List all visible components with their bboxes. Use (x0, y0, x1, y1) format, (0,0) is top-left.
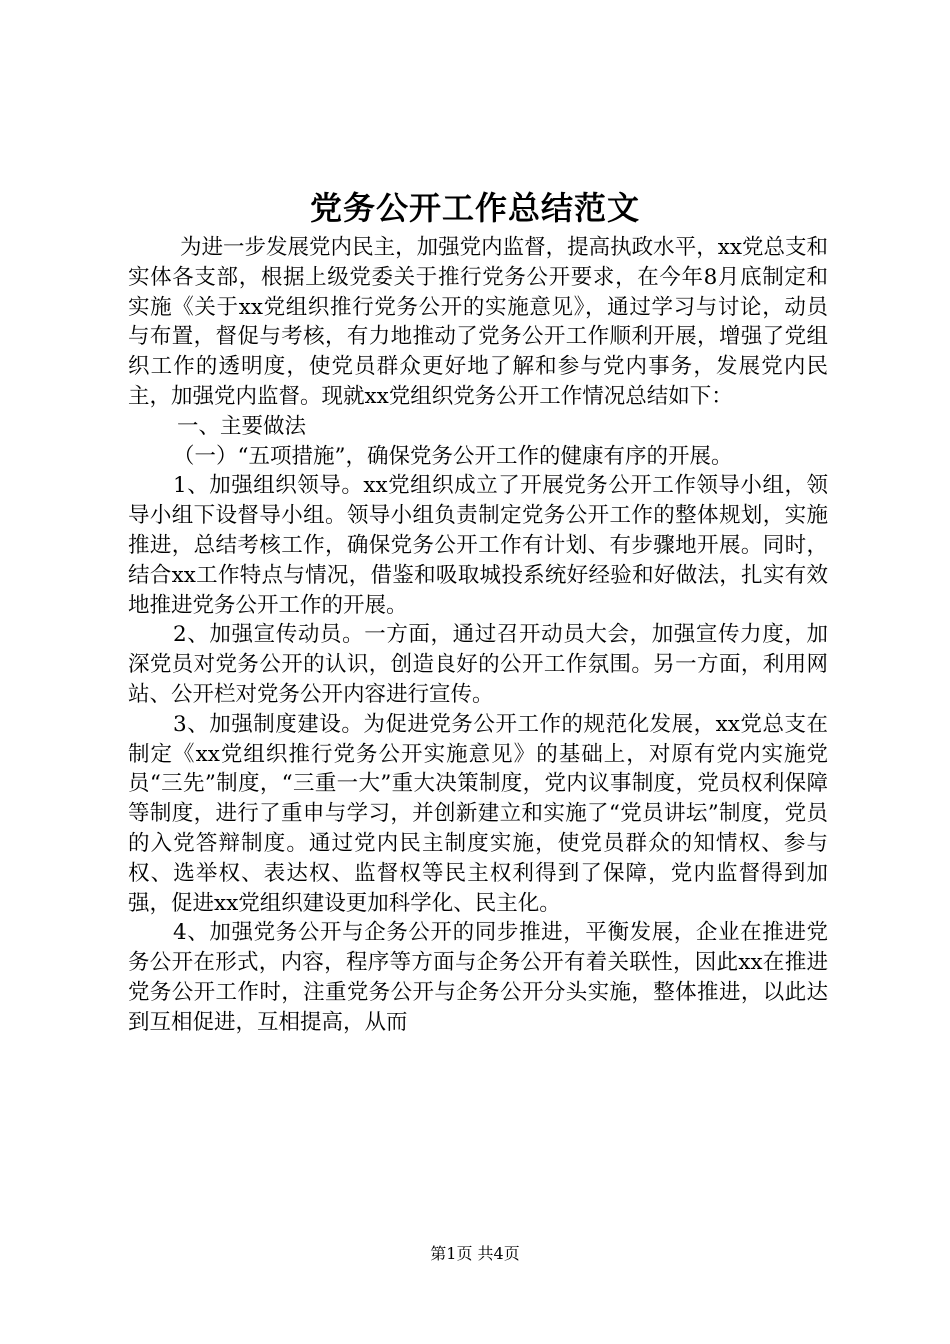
page-footer: 第1页 共4页 (430, 1244, 520, 1263)
intro-paragraph: 为进一步发展党内民主，加强党内监督，提高执政水平，xx党总支和实体各支部，根据上级党委关于推行党务公开要求，在今年8月底制定和实施《关于xx党组织推行党务公开的实施意见》，通过学习与讨论，动员与布置，督促与考核，有力地推动了党务公开工作顺利开展，增强了党组织工作的透明度，使党员群众更好地了解和参与党内事务，发展党内民主，加强党内监督。现就xx党组织党务公开工作情况总结如下： (128, 235, 828, 409)
subsection-heading: （一）“五项措施”，确保党务公开工作的健康有序的开展。 (173, 443, 733, 469)
document-title: 党务公开工作总结范文 (309, 189, 640, 227)
paragraph-item-2: 2、加强宣传动员。一方面，通过召开动员大会，加强宣传力度，加深党员对党务公开的认识，创造良好的公开工作氛围。另一方面，利用网站、公开栏对党务公开内容进行宣传。 (128, 622, 828, 707)
section-heading: 一、主要做法 (177, 413, 307, 439)
document-body (128, 233, 828, 1038)
paragraph-item-4: 4、加强党务公开与企务公开的同步推进，平衡发展，企业在推进党务公开在形式，内容，程序等方面与企务公开有着关联性，因此xx在推进党务公开工作时，注重党务公开与企务公开分头实施，整体推进，以此达到互相促进，互相提高，从而 (128, 920, 828, 1035)
paragraph-item-3: 3、加强制度建设。为促进党务公开工作的规范化发展，xx党总支在制定《xx党组织推行党务公开实施意见》的基础上，对原有党内实施党员“三先”制度，“三重一大”重大决策制度，党内议事制度，党员权利保障等制度，进行了重申与学习，并创新建立和实施了“党员讲坛”制度，党员的入党答辩制度。通过党内民主制度实施，使党员群众的知情权、参与权、选举权、表达权、监督权等民主权利得到了保障，党内监督得到加强，促进xx党组织建设更加科学化、民主化。 (128, 711, 828, 916)
paragraph-item-1: 1、加强组织领导。xx党组织成立了开展党务公开工作领导小组，领导小组下设督导小组。领导小组负责制定党务公开工作的整体规划，实施推进，总结考核工作，确保党务公开工作有计划、有步骤地开展。同时，结合xx工作特点与情况，借鉴和吸取城投系统好经验和好做法，扎实有效地推进党务公开工作的开展。 (128, 473, 828, 618)
